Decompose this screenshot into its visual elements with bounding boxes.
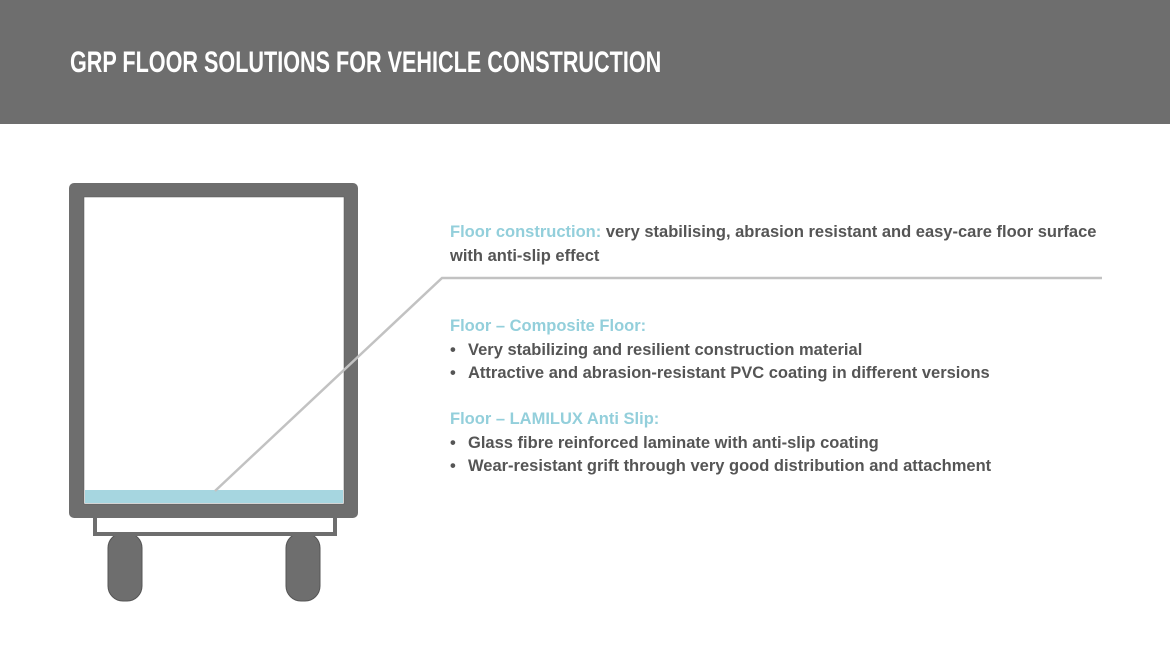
left-wheel xyxy=(108,533,142,601)
list-item-text: Wear-resistant grift through very good distribution and attachment xyxy=(468,457,992,475)
callout-label: Floor construction: xyxy=(450,223,602,241)
callout-text: very stabilising, abrasion resistant and easy-care floor surface with anti-slip effect xyxy=(450,223,1097,265)
list-item xyxy=(450,455,991,479)
list-item-text: Glass fibre reinforced laminate with anti-slip coating xyxy=(468,433,879,452)
section-heading: Floor – Composite Floor: xyxy=(450,317,647,335)
list-item xyxy=(450,362,990,386)
bullet-icon: • xyxy=(450,340,456,359)
section-heading: Floor – LAMILUX Anti Slip: xyxy=(450,410,660,428)
bullet-icon: • xyxy=(450,457,456,475)
page-title: GRP FLOOR SOLUTIONS FOR VEHICLE CONSTRUCTION xyxy=(70,46,662,79)
bullet-icon: • xyxy=(450,364,456,382)
bullet-icon: • xyxy=(450,433,456,452)
list-item xyxy=(450,339,990,363)
list-item-text: Very stabilizing and resilient construction material xyxy=(468,340,863,359)
anti-slip-section xyxy=(450,408,991,479)
right-wheel xyxy=(286,533,320,601)
floor-highlight xyxy=(85,490,343,503)
composite-floor-section xyxy=(450,315,990,386)
list-item xyxy=(450,432,991,456)
list-item-text: Attractive and abrasion-resistant PVC coating in different versions xyxy=(468,364,990,382)
cargo-space xyxy=(84,197,344,504)
floor-construction-callout xyxy=(450,221,1110,268)
